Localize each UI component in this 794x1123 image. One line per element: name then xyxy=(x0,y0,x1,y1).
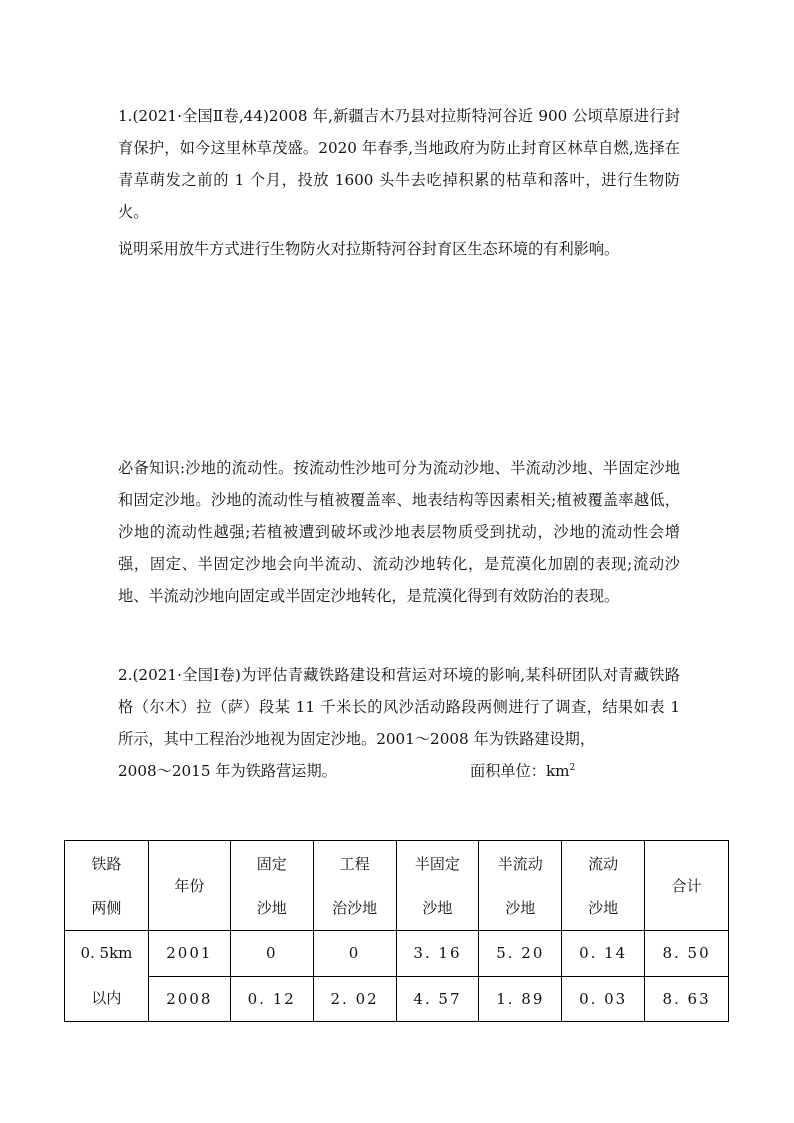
cell-semi-fixed: 4. 57 xyxy=(396,976,479,1022)
cell-semi-fixed: 3. 16 xyxy=(396,931,479,977)
table-header-row xyxy=(65,841,729,931)
header-year: 年份 xyxy=(148,841,230,931)
question-2-stem: 2.(2021·全国Ⅰ卷)为评估青藏铁路建设和营运对环境的影响,某科研团队对青藏铁路格（尔木）拉（萨）段某 11 千米长的风沙活动路段两侧进行了调查，结果如表 1 所示，其中工程治沙地视为固定沙地。2001～2008 年为铁路建设期， xyxy=(118,666,680,748)
area-unit-label xyxy=(470,755,575,787)
cell-total: 8. 50 xyxy=(645,931,729,977)
cell-semi-mobile: 5. 20 xyxy=(479,931,562,977)
unit-text: 面积单位：km xyxy=(470,762,570,780)
operation-period-text: 2008～2015 年为铁路营运期。 xyxy=(118,762,337,780)
header-mobile-sand: 流动 沙地 xyxy=(562,841,645,931)
cell-mobile: 0. 14 xyxy=(562,931,645,977)
sand-land-area-table xyxy=(64,840,729,1022)
cell-engineered: 0 xyxy=(313,931,396,977)
question-1-stem: 1.(2021·全国Ⅱ卷,44)2008 年,新疆吉木乃县对拉斯特河谷近 900 公顷草原进行封育保护，如今这里林草茂盛。2020 年春季,当地政府为防止封育区林草自燃,选择在青草萌发之前的 1 个月，投放 1600 头牛去吃掉积累的枯草和落叶，进行生物防火。 xyxy=(118,107,680,221)
cell-engineered: 2. 02 xyxy=(313,976,396,1022)
header-engineered-sand: 工程 治沙地 xyxy=(313,841,396,931)
cell-semi-mobile: 1. 89 xyxy=(479,976,562,1022)
cell-mobile: 0. 03 xyxy=(562,976,645,1022)
header-fixed-sand: 固定 沙地 xyxy=(230,841,313,931)
header-semi-fixed-sand: 半固定 沙地 xyxy=(396,841,479,931)
group-label-cell: 0. 5km 以内 xyxy=(65,931,149,1022)
cell-year: 2001 xyxy=(148,931,230,977)
question-1-prompt: 说明采用放牛方式进行生物防火对拉斯特河谷封育区生态环境的有利影响。 xyxy=(118,240,620,258)
table-row xyxy=(65,976,729,1022)
table-row xyxy=(65,931,729,977)
cell-total: 8. 63 xyxy=(645,976,729,1022)
header-railway-side: 铁路 两侧 xyxy=(65,841,149,931)
question-2-period-line xyxy=(118,755,680,787)
cell-year: 2008 xyxy=(148,976,230,1022)
header-total: 合计 xyxy=(645,841,729,931)
cell-fixed: 0. 12 xyxy=(230,976,313,1022)
header-semi-mobile-sand: 半流动 沙地 xyxy=(479,841,562,931)
knowledge-paragraph: 必备知识:沙地的流动性。按流动性沙地可分为流动沙地、半流动沙地、半固定沙地和固定沙地。沙地的流动性与植被覆盖率、地表结构等因素相关;植被覆盖率越低，沙地的流动性越强;若植被遭到破坏或沙地表层物质受到扰动，沙地的流动性会增强，固定、半固定沙地会向半流动、流动沙地转化，是荒漠化加剧的表现;流动沙地、半流动沙地向固定或半固定沙地转化，是荒漠化得到有效防治的表现。 xyxy=(118,459,680,605)
cell-fixed: 0 xyxy=(230,931,313,977)
unit-superscript: 2 xyxy=(569,762,576,773)
